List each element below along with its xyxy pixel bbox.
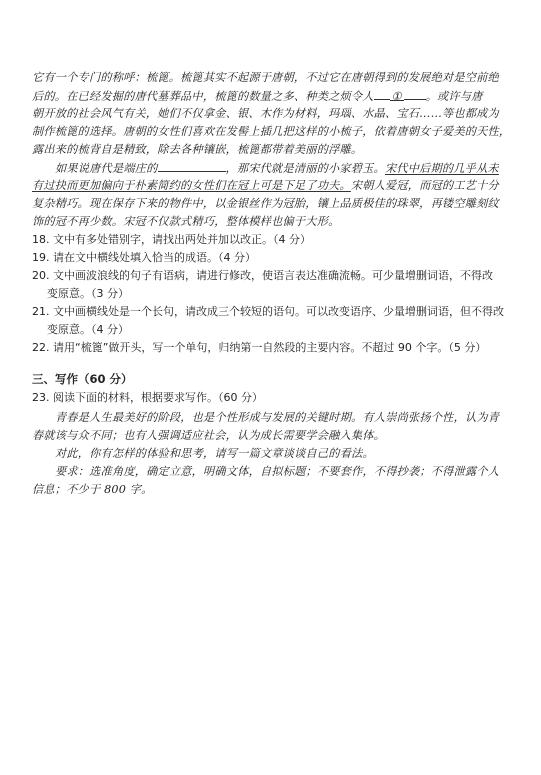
question-22: 22. 请用“梳篦”做开头，写一个单句，归纳第一自然段的主要内容。不超过 90 个字。（5 分） xyxy=(32,341,487,354)
passage-line-6 xyxy=(55,160,512,176)
passage-line-8: 复杂精巧。现在保存下来的物件中，以金银丝作为冠胎，镶上品质极佳的珠翠，再镂空雕刻纹 xyxy=(32,197,499,210)
requirements-line-1: 要求：选准角度，确定立意，明确文体，自拟标题；不要套作，不得抄袭；不得泄露个人 xyxy=(55,465,500,478)
passage-text: 如果说唐代是端庄的 xyxy=(55,162,158,175)
underlined-long-sentence: 宋代中后期的几乎从未 xyxy=(384,162,499,175)
fill-blank xyxy=(158,160,226,172)
passage-line-9: 饰的冠不再少数。宋冠不仅款式精巧，整体模样也偏于大形。 xyxy=(32,215,340,228)
passage-text: ，那宋代就是清丽的小家碧玉。 xyxy=(225,162,385,175)
passage-line-3: 朝开放的社会风气有关，她们不仅拿金、银、木作为材料，玛瑙、水晶、宝石……等也都成为 xyxy=(32,107,499,120)
section-heading-writing: 三、写作（60 分） xyxy=(32,372,133,386)
passage-line-5: 露出来的梳背自是精致，除去各种镶嵌，梳篦都带着美丽的浮雕。 xyxy=(32,143,363,156)
blank-number: ① xyxy=(391,90,402,103)
passage-text: 后的。在已经发掘的唐代墓葬品中，梳篦的数量之多、种类之烦令人 xyxy=(32,90,374,103)
question-19: 19. 请在文中横线处填入恰当的成语。（4 分） xyxy=(32,251,256,264)
passage-line-1: 它有一个专门的称呼：梳篦。梳篦其实不起源于唐朝，不过它在唐朝得到的发展绝对是空前绝 xyxy=(32,71,499,84)
question-20: 20. 文中画波浪线的句子有语病，请进行修改，使语言表达准确流畅。可少量增删词语，不得改 xyxy=(32,269,493,282)
underlined-long-sentence-cont: 有过抉而更加偏向于朴素简约的女性们在冠上可是下足了功夫。 xyxy=(32,179,351,192)
fill-blank xyxy=(374,88,390,100)
question-21-cont: 变原意。（4 分） xyxy=(47,323,129,336)
material-line-3: 对此，你有怎样的体验和思考，请写一篇文章谈谈自己的看法。 xyxy=(55,447,374,460)
passage-line-2 xyxy=(32,88,512,104)
requirements-line-2: 信息；不少于 800 字。 xyxy=(32,483,153,496)
material-line-1: 青春是人生最美好的阶段，也是个性形成与发展的关键时期。有人崇尚张扬个性，认为青 xyxy=(55,411,500,424)
question-20-cont: 变原意。（3 分） xyxy=(47,287,129,300)
question-18: 18. 文中有多处错别字，请找出两处并加以改正。（4 分） xyxy=(32,233,311,246)
passage-line-7 xyxy=(32,178,512,193)
passage-text: 。或许与唐 xyxy=(425,90,483,103)
question-21: 21. 文中画横线处是一个长句，请改成三个较短的语句。可以改变语序、少量增删词语，但不得改 xyxy=(32,305,504,318)
passage-line-4: 制作梳篦的选择。唐朝的女性们喜欢在发髻上插几把这样的小梳子，依着唐朝女子爱美的天性， xyxy=(32,125,511,138)
question-23: 23. 阅读下面的材料，根据要求写作。（60 分） xyxy=(32,391,263,404)
passage-text: 宋朝人爱冠，而冠的工艺十分 xyxy=(350,179,499,192)
fill-blank xyxy=(404,88,426,100)
material-line-2: 春就该与众不同；也有人强调适应社会，认为成长需要学会融入集体。 xyxy=(32,429,386,442)
